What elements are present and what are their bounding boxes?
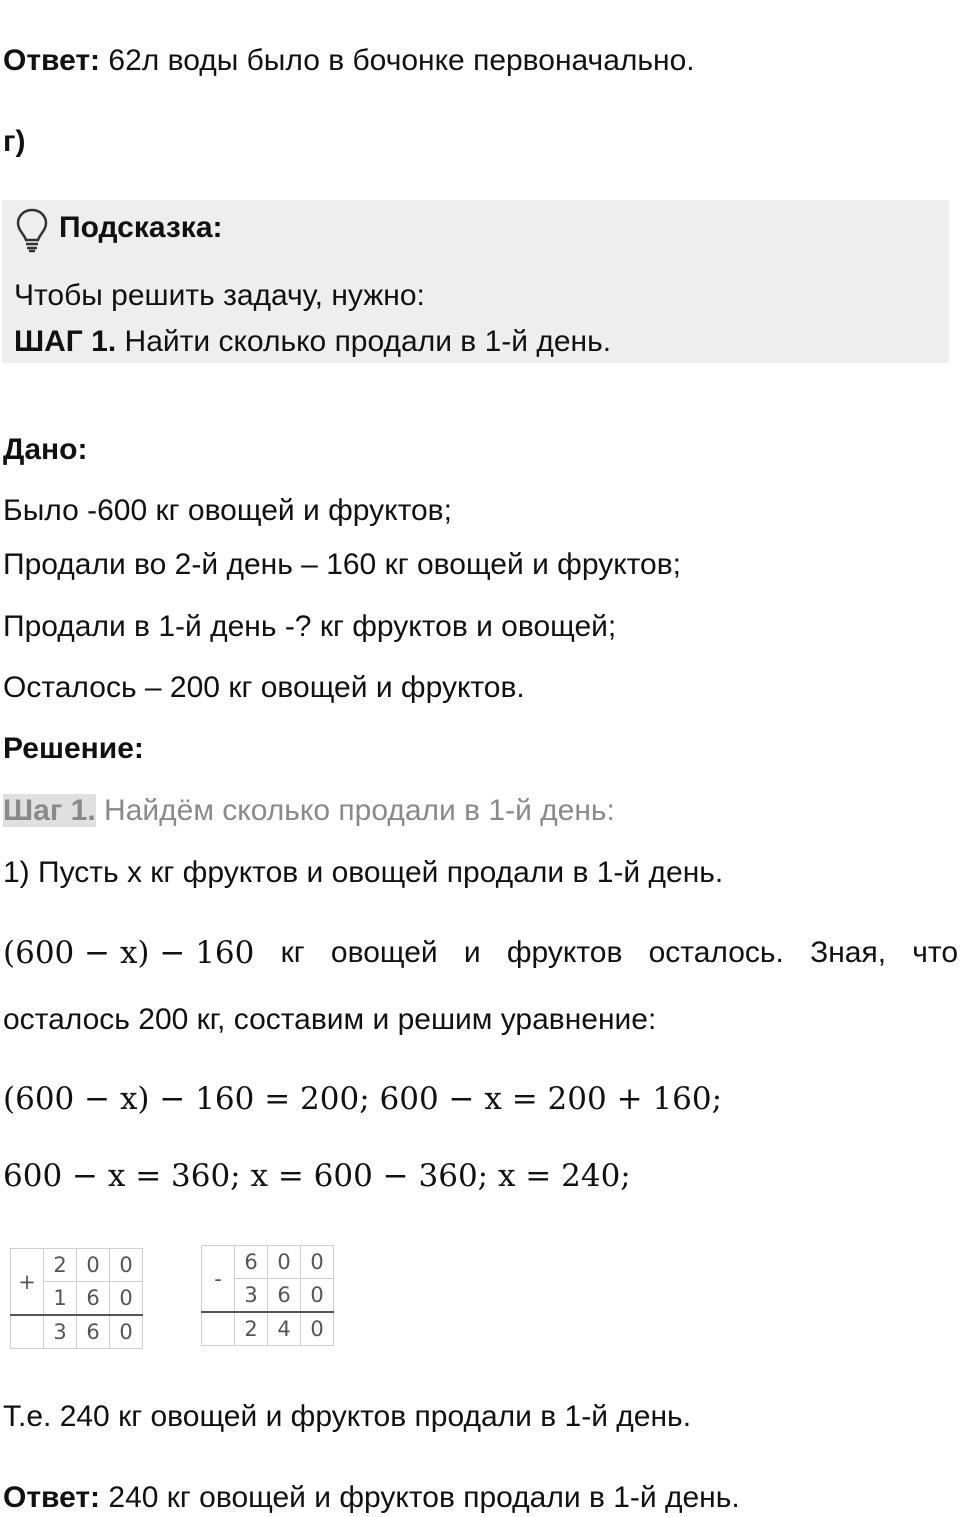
given-line: Продали во 2-й день – 160 кг овощей и фруктов; [3,548,682,581]
calc-digit: 0 [301,1246,334,1279]
given-line: Было -600 кг овощей и фруктов; [3,494,452,527]
calc-empty-cell [202,1312,235,1346]
subtraction-calc [201,1245,334,1346]
hint-step [14,324,611,360]
part-label: г) [3,125,26,158]
answer-text: 240 кг овощей и фруктов продали в 1-й день. [100,1481,740,1514]
hint-step-label: ШАГ 1. [14,325,117,358]
calc-digit: 0 [77,1249,110,1282]
solution-step-text: Найдём сколько продали в 1-й день: [95,794,615,827]
solution-line-3: осталось 200 кг, составим и решим уравнение: [3,1003,657,1036]
word: фруктов [506,936,623,969]
calc-result-digit: 4 [268,1312,301,1346]
solution-step [3,793,615,829]
given-line: Осталось – 200 кг овощей и фруктов. [3,671,525,704]
given-title: Дано: [3,433,88,466]
calc-digit: 3 [235,1279,268,1313]
calc-sign: - [202,1246,235,1313]
word: и [463,936,481,969]
equation-2: 600 − x = 360; x = 600 − 360; x = 240; [3,1158,631,1194]
calc-result-digit: 2 [235,1312,268,1346]
conclusion: Т.е. 240 кг овощей и фруктов продали в 1-й день. [3,1400,692,1433]
equation-1: (600 − x) − 160 = 200; 600 − x = 200 + 160; [3,1081,723,1117]
calc-digit: 0 [110,1249,143,1282]
solution-step-label: Шаг 1. [3,794,96,827]
calc-digit: 2 [44,1249,77,1282]
calc-digit: 6 [77,1282,110,1316]
expression: (600 − x) − 160 [3,935,255,971]
answer-label: Ответ: [3,44,101,77]
hint-step-text: Найти сколько продали в 1-й день. [116,325,612,358]
answer-label: Ответ: [3,1481,101,1514]
word: Зная, [810,936,887,969]
solution-line-1: 1) Пусть х кг фруктов и овощей продали в 1-й день. [3,856,724,889]
answer-bottom [3,1480,740,1516]
calc-digit: 1 [44,1282,77,1316]
hint-box [2,200,949,363]
calc-digit: 6 [268,1279,301,1313]
solution-justified-line [3,934,958,972]
calc-result-digit: 0 [301,1312,334,1346]
calc-digit: 0 [110,1282,143,1316]
word: кг [280,936,305,969]
hint-intro: Чтобы решить задачу, нужно: [14,279,425,312]
addition-calc [10,1248,143,1349]
calc-sign: + [11,1249,44,1316]
calc-result-digit: 0 [110,1315,143,1349]
given-line: Продали в 1-й день -? кг фруктов и овощей; [3,610,617,643]
word: что [912,936,958,969]
lightbulb-icon [15,207,49,253]
solution-title: Решение: [3,732,144,765]
calc-digit: 6 [235,1246,268,1279]
calc-result-digit: 3 [44,1315,77,1349]
word: овощей [330,936,438,969]
word: осталось. [648,936,784,969]
calc-digit: 0 [268,1246,301,1279]
calc-result-digit: 6 [77,1315,110,1349]
hint-title: Подсказка: [59,211,223,244]
answer-top [3,43,695,79]
answer-text: 62л воды было в бочонке первоначально. [100,44,695,77]
calc-digit: 0 [301,1279,334,1313]
calc-empty-cell [11,1315,44,1349]
